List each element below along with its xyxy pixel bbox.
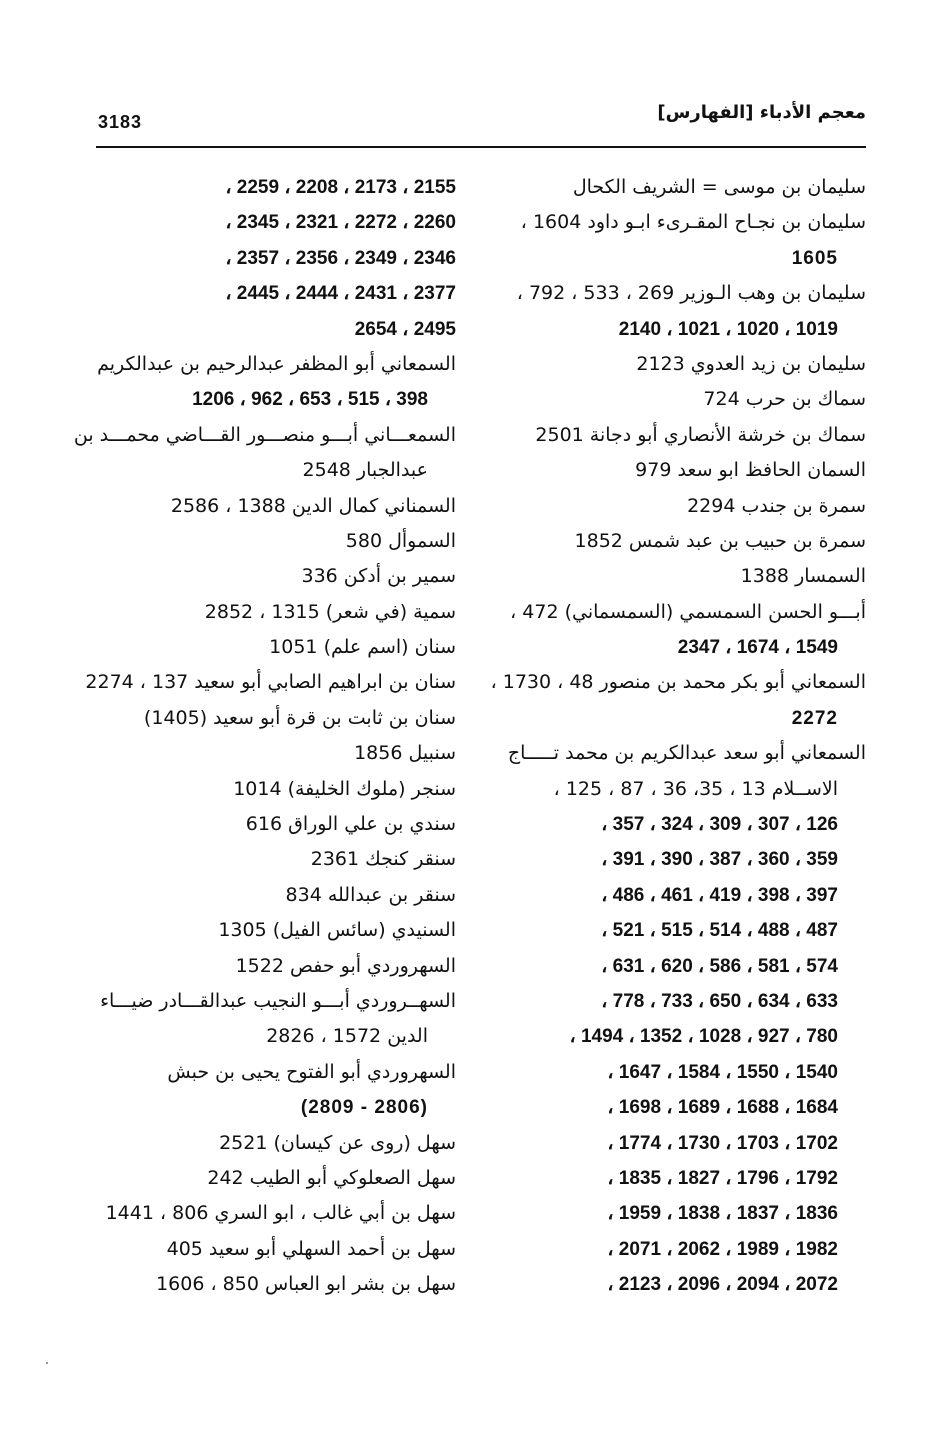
index-entry-line: الاســلام 13 ، 35، 36 ، 87 ، 125 ، (553, 777, 838, 800)
header-divider (96, 146, 866, 148)
index-entry-line: أبـــو الحسن السمسمي (السمسماني) 472 ، (510, 600, 866, 623)
index-entry-line: 359 ، 360 ، 387 ، 390 ، 391 ، (601, 849, 838, 871)
index-entry-line: 2346 ، 2349 ، 2356 ، 2357 ، (225, 247, 456, 269)
index-entry-line: 1549 ، 1674 ، 2347 (677, 637, 838, 659)
index-entry-line: الدين 1572 ، 2826 (266, 1025, 428, 1048)
index-entry-line: السمان الحافظ ابو سعد 979 (635, 459, 866, 482)
index-entry-line: عبدالجبار 2548 (302, 459, 428, 482)
index-entry-line: سنقر بن عبدالله 834 (285, 883, 456, 906)
page-number: 3183 (98, 112, 143, 132)
index-entry-line: السمناني كمال الدين 1388 ، 2586 (170, 494, 456, 517)
index-entry-line: سليمان بن زيد العدوي 2123 (636, 352, 866, 375)
index-entry-line: 1836 ، 1837 ، 1838 ، 1959 ، (607, 1203, 838, 1225)
index-entry-line: سهل بن أحمد السهلي أبو سعيد 405 (166, 1237, 456, 1260)
index-entry-line: 574 ، 581 ، 586 ، 620 ، 631 ، (601, 955, 838, 977)
index-entry-line: السموأل 580 (345, 529, 456, 552)
index-entry-line: سنان بن ثابت بن قرة أبو سعيد (1405) (143, 706, 456, 729)
index-entry-line: 2495 ، 2654 (354, 318, 456, 340)
margin-dot (46, 1362, 48, 1364)
index-entry-line: سنان بن ابراهيم الصابي أبو سعيد 137 ، 2274 (85, 671, 456, 694)
index-entry-line: 2072 ، 2094 ، 2096 ، 2123 ، (607, 1274, 838, 1296)
index-entry-line: سمير بن أدكن 336 (301, 565, 456, 588)
index-entry-line: 397 ، 398 ، 419 ، 461 ، 486 ، (601, 884, 838, 906)
index-entry-line: 2155 ، 2173 ، 2208 ، 2259 ، (225, 177, 456, 198)
index-entry-line: 1019 ، 1020 ، 1021 ، 2140 (618, 318, 838, 340)
index-entry-line: سندي بن علي الوراق 616 (245, 813, 456, 836)
index-entry-line: سهل بن بشر ابو العباس 850 ، 1606 (156, 1273, 456, 1296)
index-entry-line: سنبيل 1856 (354, 742, 456, 765)
index-entry-line: سماك بن حرب 724 (703, 388, 866, 411)
index-entry-line: سليمان بن نجـاح المقـرىء ابـو داود 1604 ، (520, 211, 866, 234)
index-entry-line: السهــروردي أبـــو النجيب عبدالقـــادر ضيـــاء (100, 989, 456, 1012)
index-entry-line: السمعاني أبو سعد عبدالكريم بن محمد تـــــاج (507, 742, 866, 765)
index-entry-line: 633 ، 634 ، 650 ، 733 ، 778 ، (601, 990, 838, 1012)
index-entry-line: 1540 ، 1550 ، 1584 ، 1647 ، (607, 1061, 838, 1083)
index-entry-line: السمسار 1388 (740, 565, 866, 588)
index-entry-line: السمعاني أبو بكر محمد بن منصور 48 ، 1730 ، (490, 671, 866, 694)
index-entry-line: سهل بن أبي غالب ، ابو السري 806 ، 1441 (105, 1202, 456, 1225)
index-entry-line: 126 ، 307 ، 309 ، 324 ، 357 ، (601, 814, 838, 836)
index-entry-line: سليمان بن موسى = الشريف الكحال (572, 176, 866, 198)
index-entry-line: السهروردي أبو حفص 1522 (235, 954, 456, 977)
index-entry-line: 1982 ، 1989 ، 2062 ، 2071 ، (607, 1238, 838, 1260)
index-entry-line: 1702 ، 1703 ، 1730 ، 1774 ، (607, 1132, 838, 1154)
index-entry-line: سمية (في شعر) 1315 ، 2852 (204, 600, 456, 623)
index-column-right (490, 170, 866, 1303)
index-entry-line: 2377 ، 2431 ، 2444 ، 2445 ، (225, 283, 456, 305)
index-entry-line: سنجر (ملوك الخليفة) 1014 (233, 777, 456, 800)
index-entry-line: سمرة بن جندب 2294 (687, 494, 866, 517)
index-entry-line: 1684 ، 1688 ، 1689 ، 1698 ، (607, 1097, 838, 1119)
index-entry-line: 2260 ، 2272 ، 2321 ، 2345 ، (225, 212, 456, 234)
index-entry-line: السمعاني أبو المظفر عبدالرحيم بن عبدالكريم (97, 352, 456, 375)
index-entry-line: سليمان بن وهب الـوزير 269 ، 533 ، 792 ، (516, 282, 866, 305)
index-entry-line: 398 ، 515 ، 653 ، 962 ، 1206 (192, 389, 428, 411)
index-entry-line: سمرة بن حبيب بن عبد شمس 1852 (574, 529, 866, 552)
index-entry-line: السنيدي (سائس الفيل) 1305 (218, 919, 456, 942)
index-column-left (73, 170, 456, 1303)
index-entry-line: سماك بن خرشة الأنصاري أبو دجانة 2501 (535, 423, 866, 446)
index-entry-line: (2806 - 2809) (300, 1097, 428, 1119)
index-entry-line: السمعـــاني أبـــو منصـــور القـــاضي محمـــد بن (73, 423, 456, 446)
index-entry-line: سهل (روى عن كيسان) 2521 (219, 1131, 456, 1154)
index-entry-line: 1605 (791, 247, 838, 269)
index-entry-line: 487 ، 488 ، 514 ، 515 ، 521 ، (601, 920, 838, 942)
index-entry-line: 780 ، 927 ، 1028 ، 1352 ، 1494 ، (569, 1026, 838, 1048)
index-entry-line: 2272 (791, 707, 838, 729)
page-header-title: معجم الأدباء [الفهارس] (657, 102, 866, 123)
index-entry-line: سنقر كنجك 2361 (310, 848, 456, 871)
index-entry-line: سهل الصعلوكي أبو الطيب 242 (207, 1166, 456, 1189)
index-entry-line: سنان (اسم علم) 1051 (269, 636, 456, 659)
index-entry-line: 1792 ، 1796 ، 1827 ، 1835 ، (607, 1167, 838, 1189)
index-entry-line: السهروردي أبو الفتوح يحيى بن حبش (167, 1060, 456, 1083)
